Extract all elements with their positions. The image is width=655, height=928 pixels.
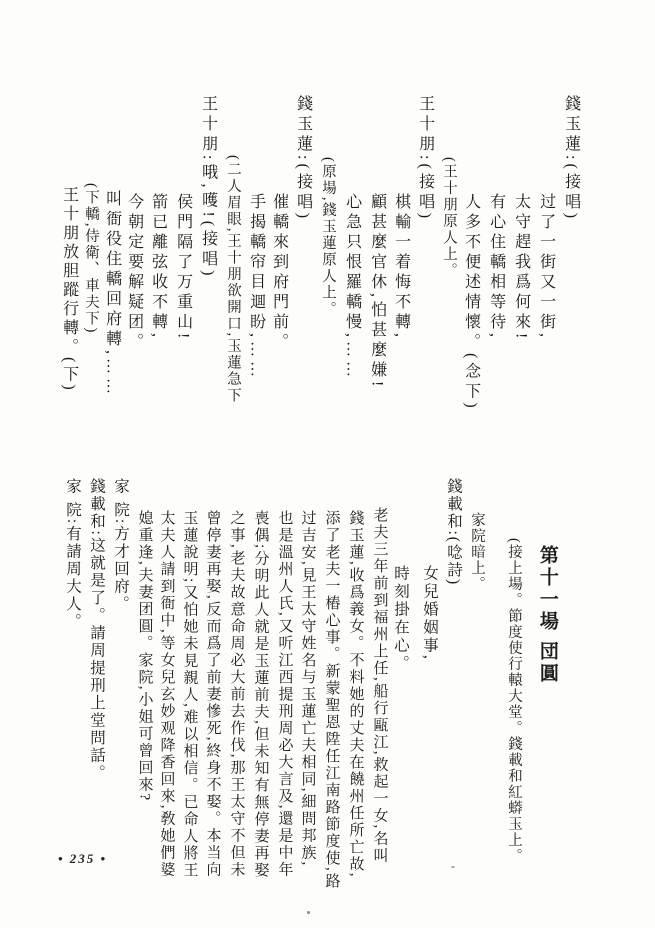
bottom-prose-column-11: 喪偶;分明此人就是玉蓮前夫,但未知有無停妻再娶 xyxy=(252,510,269,879)
bottom-speaker-column-3: 錢載和:(唸詩) xyxy=(445,478,463,587)
top-verse-column-19: 叫衙役住轎回府轉,…… xyxy=(103,190,121,398)
bottom-stage-cont-column-2: 家院暗上。 xyxy=(468,512,485,592)
bottom-stage-column-1: (接上場。節度使行轅大堂。錢載和紅蟒玉上。 xyxy=(505,538,522,865)
top-stage-column-20: (下轎,侍衛、車夫下) xyxy=(82,183,99,335)
bottom-prose-column-15: 太夫人請到衙中,等女兒玄妙观降香回來,敎她們婆 xyxy=(158,510,175,879)
bottom-prose-column-9: 过吉安,見王太守姓名与玉蓮亡夫相同,細問邦族, xyxy=(299,510,316,868)
scene-title: 第十一場 団圓 xyxy=(536,545,558,685)
top-verse-column-18: 今朝定要解疑团。 xyxy=(125,193,143,353)
bottom-prose-column-6: 老夫三年前到福州上任,船行甌江,救起一女,名叫 xyxy=(371,507,388,865)
scan-speck-1 xyxy=(307,911,310,914)
top-verse-column-7: 棋輸一着悔不轉, xyxy=(392,193,410,341)
bottom-prose-column-8: 添了老夫一樁心事。新蒙聖恩陞任江南路節度使,路 xyxy=(323,510,340,890)
top-action-column-21: 王十朋放胆蹤行轉。(下) xyxy=(60,186,78,393)
top-verse-column-16: 侯門隔了万重山! xyxy=(174,193,192,343)
page-number: • 235 • xyxy=(58,851,108,866)
top-speaker-column-15: 王十朋:哦,嚄!(接唱) xyxy=(199,95,217,280)
bottom-prose-column-16: 媳重逢,夫妻团圓。家院,小姐可曾回來? xyxy=(136,510,153,803)
top-verse-column-2: 太守趕我爲何來! xyxy=(512,193,530,343)
bottom-prose-column-7: 錢玉蓮,收爲義女。不料她的丈夫在饒州任所亡故, xyxy=(347,510,364,879)
top-speaker-column-11: 錢玉蓮:(接唱) xyxy=(294,95,312,223)
top-speaker-column-6: 王十朋:(接唱) xyxy=(416,95,434,223)
bottom-prose-column-12: 之事,老夫故意命周必大前去作伐,那王太守不但未 xyxy=(228,510,245,879)
top-verse-column-1: 过了一街又一街, xyxy=(537,193,555,341)
bottom-prose-column-10: 也是溫州人氏,又听江西提刑周必大言及,還是中年 xyxy=(276,510,293,879)
top-stage-column-5: (王十朋原人上。 xyxy=(440,157,457,280)
bottom-prose-column-14: 玉蓮說明;又怕她未見親人,难以相信。已命人將王 xyxy=(181,510,198,879)
top-verse-column-13: 手揭轎帘目逥盼,…… xyxy=(247,193,265,381)
bottom-speaker-column-17: 家 院:方才回府。 xyxy=(112,478,130,613)
top-stage-column-10: (原場,錢玉蓮原人上。 xyxy=(319,157,336,318)
bottom-verse-column-5: 時刻掛在心。 xyxy=(392,565,410,673)
bottom-speaker-column-19: 家 院:有請周大人。 xyxy=(64,478,82,631)
top-speaker-column-0: 錢玉蓮:(接唱) xyxy=(562,95,580,223)
top-verse-column-3: 有心住轎相等待, xyxy=(487,193,505,341)
top-verse-column-8: 顧甚麼官休,怕甚麼嫌! xyxy=(368,193,386,391)
scan-speck-2 xyxy=(451,866,455,868)
bottom-prose-column-13: 曾停妻再娶,反而爲了前妻慘死,終身不娶。本当向 xyxy=(204,510,221,879)
top-stage-column-14: (二人眉眼,王十朋欲開口,玉蓮急下 xyxy=(224,155,241,405)
bottom-verse-column-4: 女兒婚姻事, xyxy=(421,565,439,662)
top-verse-column-9: 心急只恨羅轎慢,…… xyxy=(343,193,361,381)
top-verse-column-12: 催轎來到府門前。 xyxy=(270,193,288,353)
top-verse-column-4: 人多不便述情懷。(念下) xyxy=(462,193,480,412)
top-verse-column-17: 箭已離弦收不轉, xyxy=(149,193,167,341)
bottom-speaker-column-18: 錢載和:这就是了。請周提刑上堂問話。 xyxy=(88,478,106,782)
